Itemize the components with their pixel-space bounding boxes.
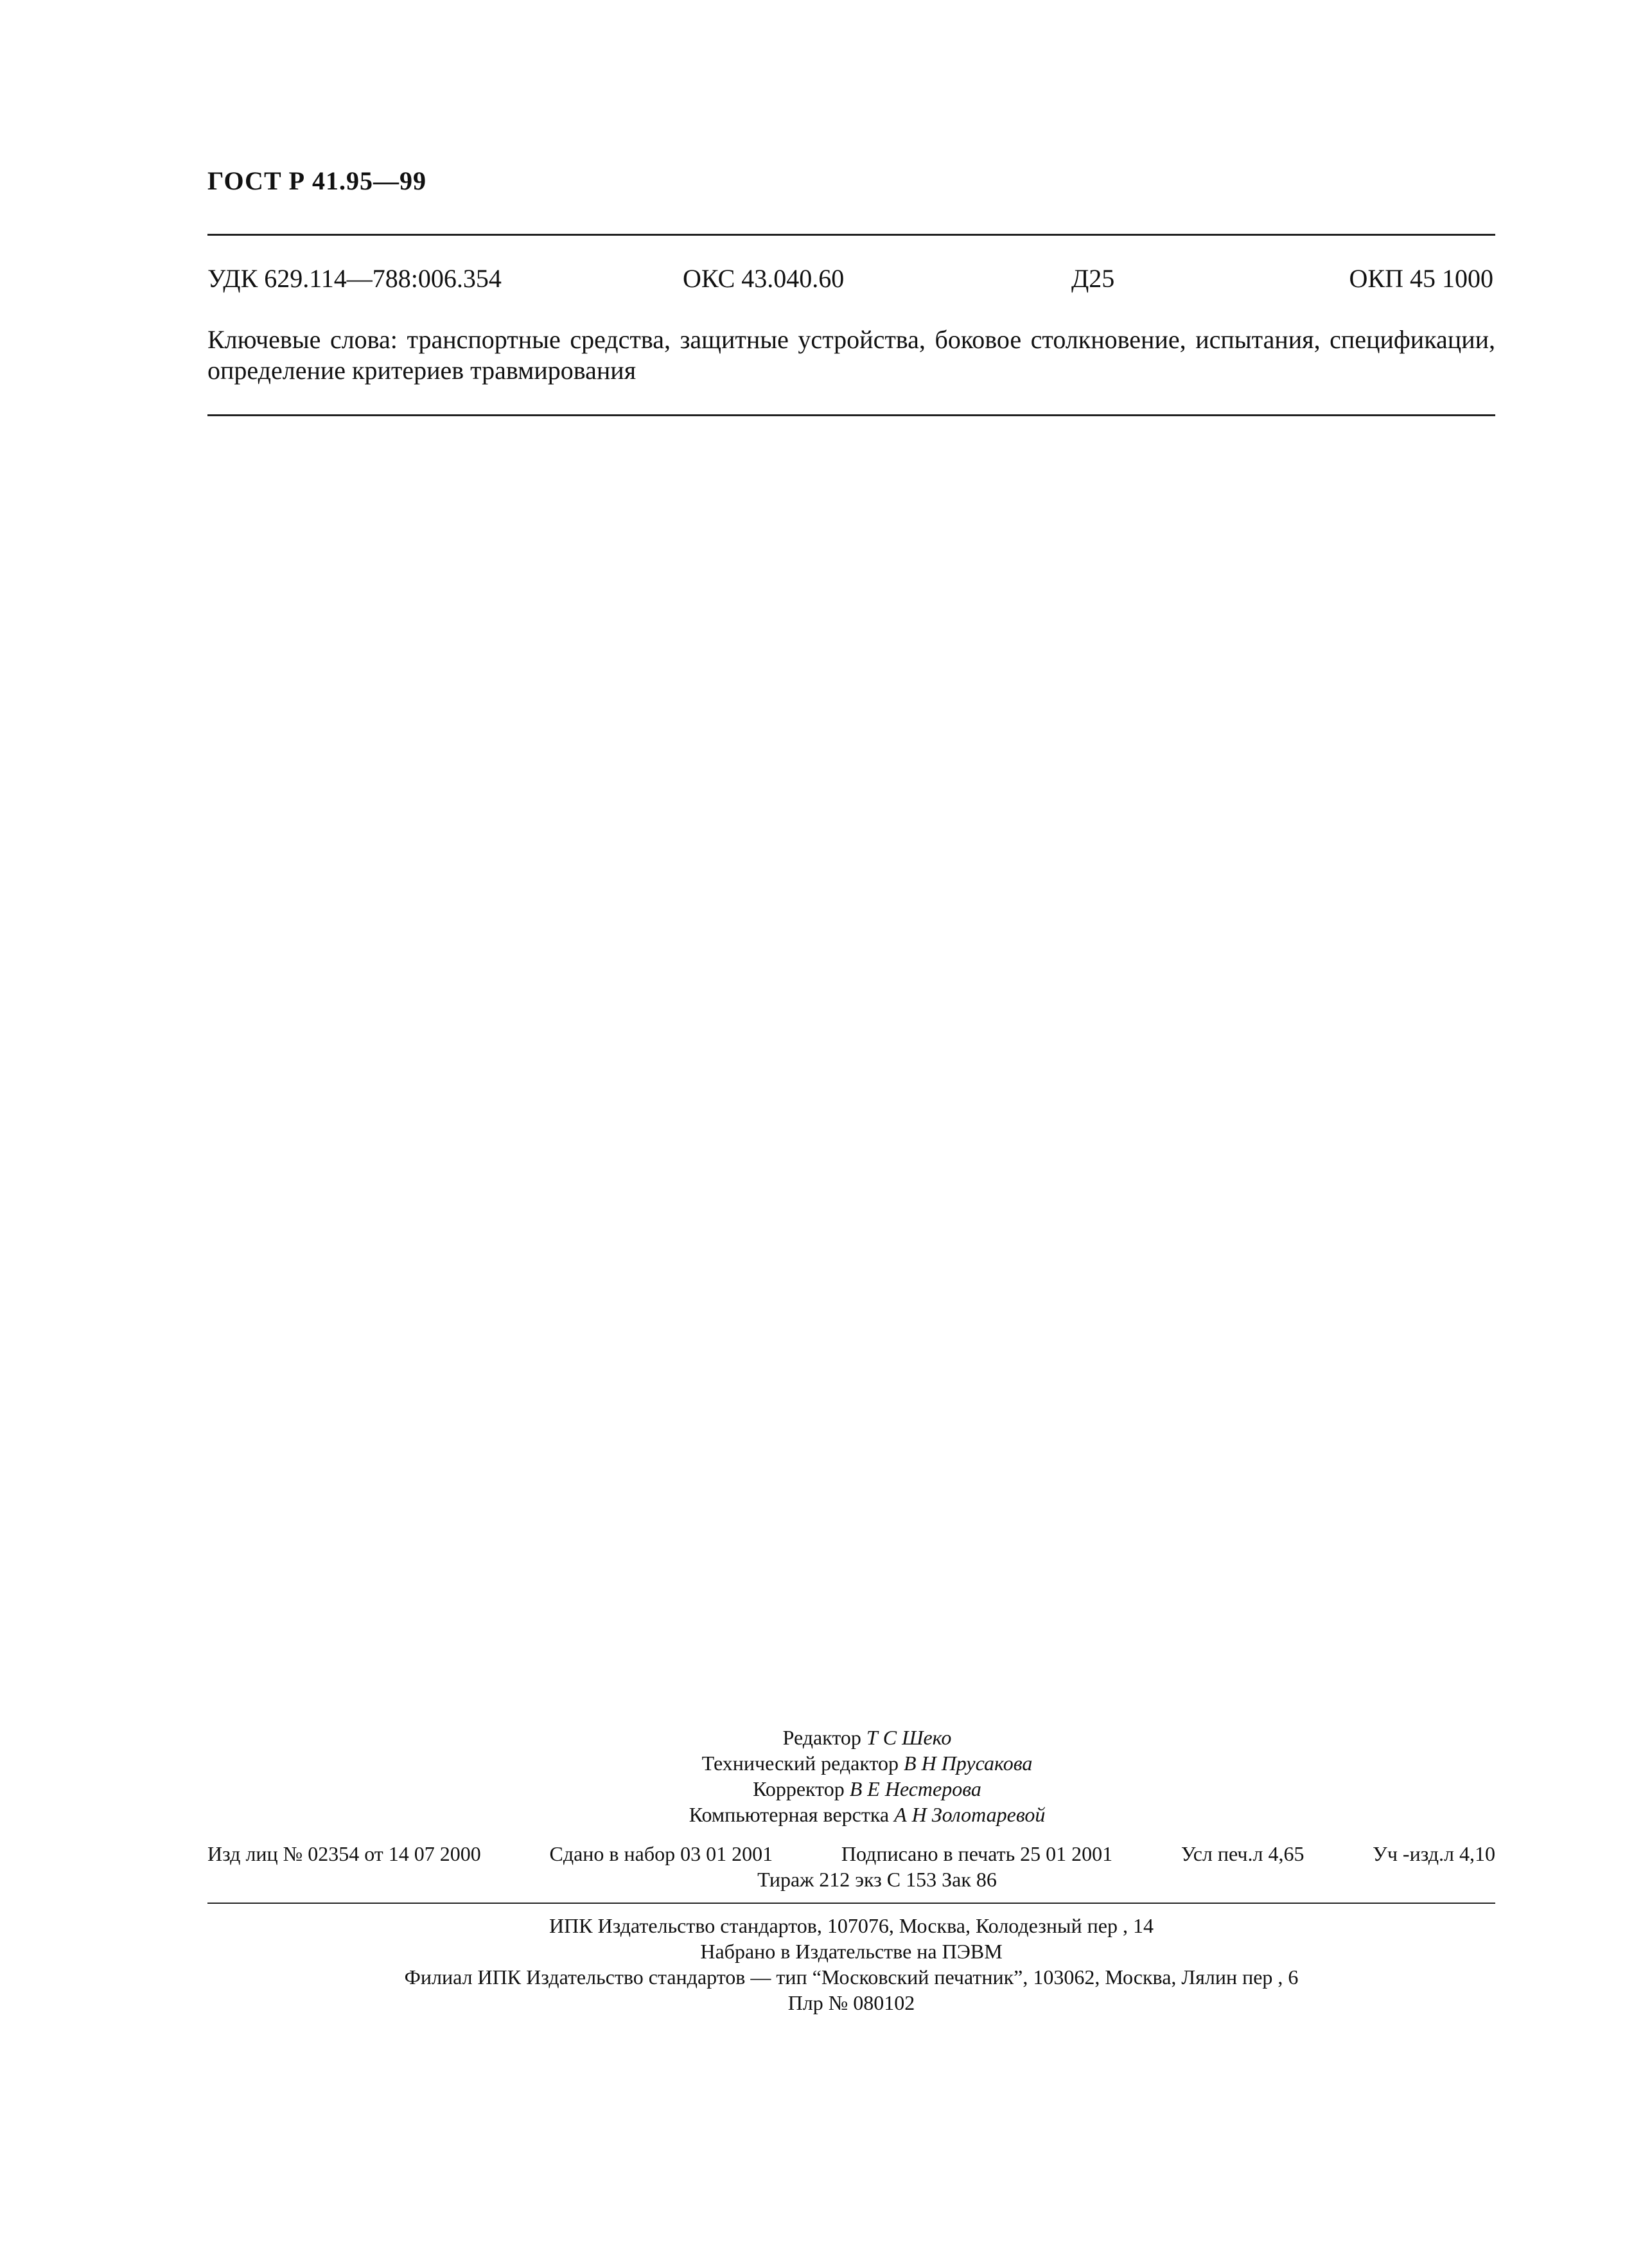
credit-name: А Н Золотаревой xyxy=(894,1803,1046,1826)
oks-code: ОКС 43.040.60 xyxy=(683,264,845,293)
credit-name: Т С Шеко xyxy=(866,1726,952,1749)
top-divider xyxy=(207,234,1495,236)
typeset-date: Сдано в набор 03 01 2001 xyxy=(549,1842,773,1865)
credit-role: Компьютерная верстка xyxy=(689,1803,890,1826)
credits-block xyxy=(578,1725,1156,1827)
credit-proofreader xyxy=(578,1776,1156,1802)
credit-role: Технический редактор xyxy=(701,1752,899,1775)
pub-sheets: Уч -изд.л 4,10 xyxy=(1373,1842,1495,1865)
print-sheets: Усл печ.л 4,65 xyxy=(1181,1842,1304,1865)
publisher-address: ИПК Издательство стандартов, 107076, Москва, Колодезный пер , 14 xyxy=(549,1914,1154,1937)
publisher-block xyxy=(207,1913,1495,2016)
group-code: Д25 xyxy=(1071,264,1115,293)
print-info-line xyxy=(207,1841,1495,1867)
credit-editor xyxy=(578,1725,1156,1750)
publisher-branch: Филиал ИПК Издательство стандартов — тип “Московский печатник”, 103062, Москва, Лялин пер , 6 xyxy=(404,1965,1299,1989)
print-info xyxy=(207,1841,1495,1892)
publisher-license: Плр № 080102 xyxy=(787,1991,915,2014)
okp-code: ОКП 45 1000 xyxy=(1349,264,1493,293)
udk-code: УДК 629.114—788:006.354 xyxy=(207,264,502,293)
credit-layout xyxy=(578,1802,1156,1827)
circulation: Тираж 212 экз С 153 Зак 86 xyxy=(757,1868,997,1891)
publisher-typeset: Набрано в Издательстве на ПЭВМ xyxy=(700,1940,1003,1963)
bottom-divider xyxy=(207,1903,1495,1904)
standard-number: ГОСТ Р 41.95—99 xyxy=(207,166,427,195)
credit-role: Корректор xyxy=(753,1777,845,1800)
credit-name: В Н Прусакова xyxy=(904,1752,1033,1775)
signed-date: Подписано в печать 25 01 2001 xyxy=(841,1842,1113,1865)
credit-name: В Е Нестерова xyxy=(849,1777,981,1800)
keywords-divider xyxy=(207,414,1495,416)
license: Изд лиц № 02354 от 14 07 2000 xyxy=(207,1842,481,1865)
credit-role: Редактор xyxy=(782,1726,861,1749)
credit-tech-editor xyxy=(578,1750,1156,1776)
keywords: Ключевые слова: транспортные средства, защитные устройства, боковое столкновение, испытания, спецификации, определение критериев травмирования xyxy=(207,325,1495,385)
